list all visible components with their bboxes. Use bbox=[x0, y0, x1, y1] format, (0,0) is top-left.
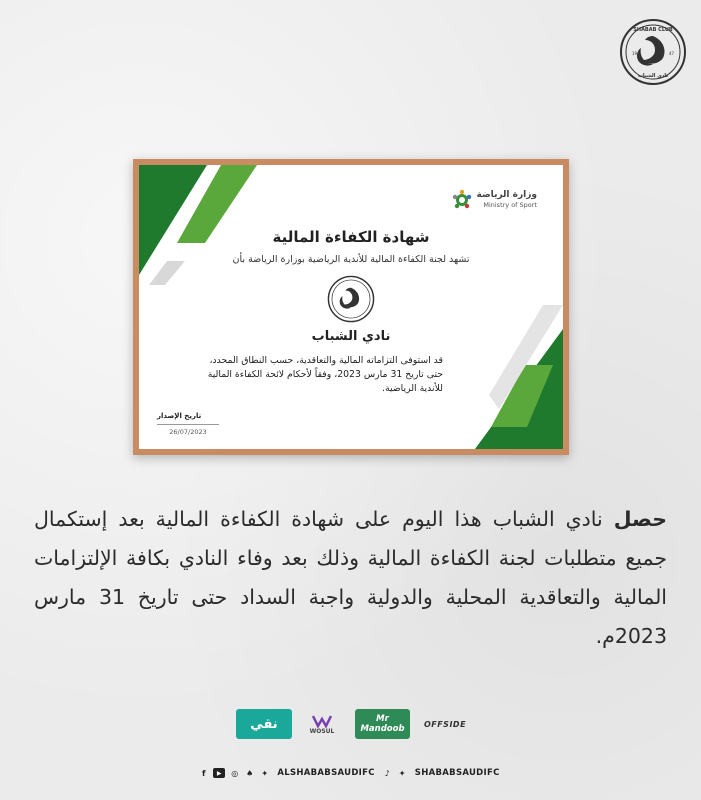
facebook-icon[interactable]: f bbox=[201, 768, 206, 778]
club-logo bbox=[619, 18, 687, 86]
ministry-logo bbox=[451, 189, 537, 211]
snapchat-icon[interactable]: ♠ bbox=[246, 768, 254, 778]
social-footer bbox=[0, 765, 701, 781]
club-logo-bottom-text: نادي الشباب bbox=[637, 73, 669, 79]
certificate-body-line: للأندية الرياضية. bbox=[382, 383, 443, 394]
twitter-icon[interactable]: ✦ bbox=[261, 768, 269, 778]
sponsor-name: OFFSIDE bbox=[423, 719, 467, 729]
youtube-icon[interactable]: ▶ bbox=[213, 768, 225, 778]
sponsor-name: Mr bbox=[376, 714, 389, 724]
twitter-icon[interactable]: ✦ bbox=[398, 768, 406, 778]
ministry-name-ar: وزارة الرياضة bbox=[476, 190, 537, 200]
sponsor-name: نقي bbox=[250, 716, 278, 732]
tiktok-icon[interactable]: ♪ bbox=[384, 768, 390, 778]
ministry-emblem-icon bbox=[451, 189, 473, 211]
certificate bbox=[139, 165, 563, 449]
sponsor-name: WOSUL bbox=[309, 727, 335, 735]
announcement-lead-word: حصل bbox=[613, 507, 667, 531]
sponsor-logo-offside bbox=[416, 709, 474, 739]
announcement-text: نادي الشباب هذا اليوم على شهادة الكفاءة المالية بعد إستكمال جميع متطلبات لجنة الكفاءة المالية وذلك بعد وفاء النادي بكافة الإلتزامات المالية والتعاقدية المحلية والدولية واجبة السداد حتى تاريخ 31 مارس 2023م. bbox=[34, 507, 668, 648]
issue-date-value: 26/07/2023 bbox=[169, 428, 207, 436]
certificate-club-name: نادي الشباب bbox=[311, 329, 391, 344]
certificate-body-line: قد استوفى التزاماته المالية والتعاقدية، حسب النطاق المحدد، bbox=[209, 355, 443, 366]
club-logo-year-right: 47 bbox=[669, 51, 675, 56]
ministry-name-en: Ministry of Sport bbox=[483, 201, 537, 209]
sponsor-logo-naqi bbox=[236, 709, 292, 739]
certificate-title: شهادة الكفاءة المالية bbox=[272, 228, 430, 246]
instagram-icon[interactable]: ◎ bbox=[231, 768, 239, 778]
sponsor-sub: Mandoob bbox=[360, 724, 405, 734]
certificate-frame bbox=[133, 159, 569, 455]
club-logo-top-text: SHABAB CLUB bbox=[633, 27, 673, 33]
issue-date-divider bbox=[157, 424, 219, 425]
club-logo-year-left: 19 bbox=[632, 51, 638, 56]
social-handle-primary[interactable]: ALSHABABSAUDIFC bbox=[277, 768, 375, 778]
certificate-body-line: حتى تاريخ 31 مارس 2023، وفقاً لأحكام لائحة الكفاءة المالية bbox=[207, 369, 443, 380]
social-handle-secondary[interactable]: SHABABSAUDIFC bbox=[414, 768, 500, 778]
certificate-body bbox=[199, 354, 443, 396]
sponsors-bar bbox=[0, 709, 701, 741]
sponsor-logo-wosul bbox=[300, 709, 344, 739]
sponsor-logo-mr-mandoob bbox=[355, 709, 410, 739]
wosul-mark-icon bbox=[312, 714, 332, 728]
issue-date-label: تاريخ الإصدار bbox=[157, 412, 202, 420]
certificate-club-logo bbox=[327, 275, 375, 323]
announcement-paragraph bbox=[34, 500, 667, 656]
certificate-subtitle: تشهد لجنة الكفاءة المالية للأندية الرياضية بوزارة الرياضة بأن bbox=[232, 254, 470, 265]
